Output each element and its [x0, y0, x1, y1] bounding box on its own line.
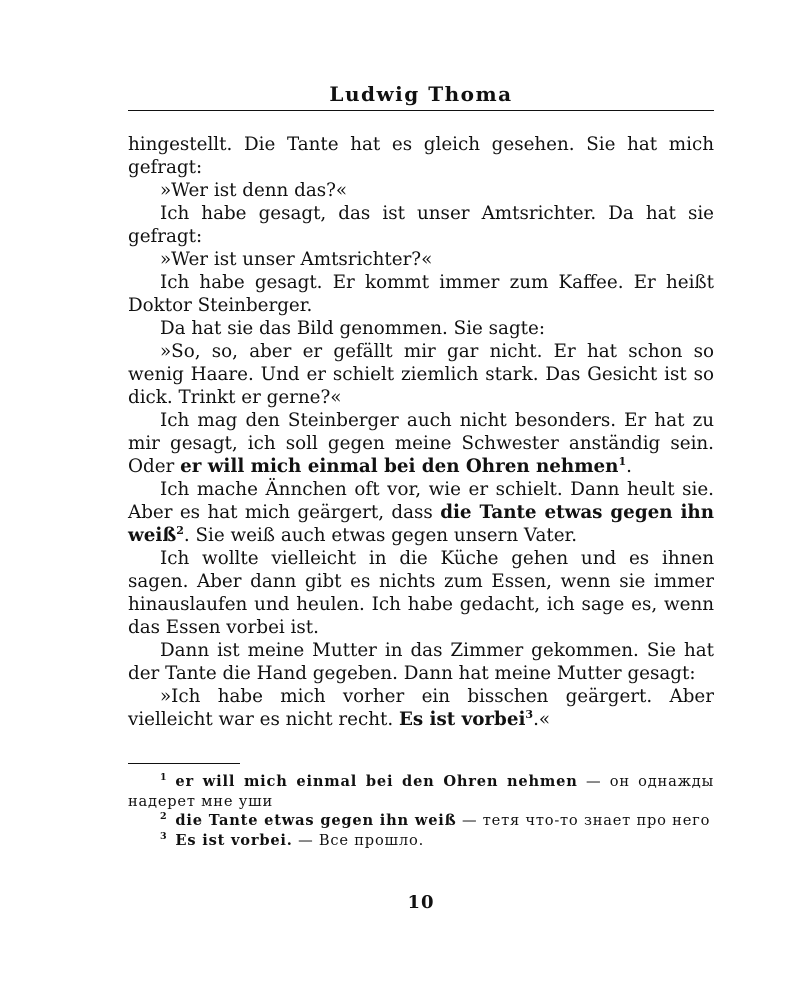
footnote-rule [128, 763, 240, 764]
paragraph-8-end: . [626, 456, 632, 477]
footnote-translation: — тетя что-то знает про него [456, 812, 711, 829]
paragraph-8-text: Ich mag den Steinberger auch nicht besonders. Er hat zu mir gesagt, ich soll gegen meine Schwester anständig sein. Oder [128, 410, 714, 477]
paragraph-8 [128, 409, 714, 478]
paragraph-10: Ich wollte vielleicht in die Küche gehen und es ihnen sagen. Aber dann gibt es nichts zum Essen, wenn sie immer hinauslaufen und heulen. Ich habe gedacht, ich sage es, wenn das Essen vorbei ist. [128, 548, 714, 638]
paragraph-11: Dann ist meine Mutter in das Zimmer gekommen. Sie hat der Tante die Hand gegeben. Dann hat meine Mutter gesagt: [128, 640, 714, 684]
footnotes [128, 772, 714, 850]
running-title: Ludwig Thoma [329, 82, 513, 106]
paragraph-3: Ich habe gesagt, das ist unser Amtsrichter. Da hat sie gefragt: [128, 203, 714, 247]
footnote-term: die Tante etwas gegen ihn weiß [175, 812, 457, 829]
page-number: 10 [407, 892, 435, 913]
paragraph-12-end: .« [533, 709, 551, 730]
paragraph-6: Da hat sie das Bild genommen. Sie sagte: [160, 318, 545, 339]
paragraph-4: »Wer ist unser Amtsrichter?« [160, 249, 433, 270]
glossed-phrase-1: er will mich einmal bei den Ohren nehmen [180, 456, 619, 477]
footnote-1 [128, 772, 714, 811]
footnote-3 [128, 831, 714, 851]
footnote-term: er will mich einmal bei den Ohren nehmen [175, 773, 578, 790]
paragraph-9-text: Ich mache Ännchen oft vor, wie er schielt. Dann heult sie. Aber es hat mich geärgert, dass [128, 479, 714, 523]
paragraph-1: hingestellt. Die Tante hat es gleich gesehen. Sie hat mich gefragt: [128, 134, 714, 178]
footnote-translation: — Все прошло. [292, 831, 425, 849]
paragraph-12 [128, 685, 714, 731]
footnote-number: 2 [160, 811, 168, 823]
glossed-phrase-3: Es ist vorbei [398, 709, 526, 730]
glossed-phrase-2: die Tante etwas gegen ihn weiß [128, 502, 714, 546]
paragraph-7: »So, so, aber er gefällt mir gar nicht. Er hat schon so wenig Haare. Und er schielt ziemlich stark. Das Gesicht ist so dick. Trinkt er gerne?« [128, 341, 714, 408]
paragraph-9 [128, 478, 714, 547]
footnote-2 [128, 811, 714, 831]
footnote-number: 1 [160, 772, 168, 784]
paragraph-5: Ich habe gesagt. Er kommt immer zum Kaffee. Er heißt Doktor Steinberger. [128, 272, 714, 316]
paragraph-9-end: . Sie weiß auch etwas gegen unsern Vater. [183, 525, 578, 546]
body-text [128, 133, 714, 731]
header-rule [128, 110, 714, 111]
footnote-translation: — он однажды надерет мне уши [128, 773, 715, 810]
footnote-ref-1[interactable]: 1 [618, 454, 627, 468]
footnote-term: Es ist vorbei. [175, 831, 293, 849]
footnote-ref-3[interactable]: 3 [525, 707, 534, 721]
paragraph-2: »Wer ist denn das?« [160, 180, 348, 201]
footnote-number: 3 [160, 830, 168, 842]
paragraph-12-text: »Ich habe mich vorher ein bisschen geärgert. Aber vielleicht war es nicht recht. [128, 686, 714, 730]
footnote-ref-2[interactable]: 2 [176, 523, 184, 537]
